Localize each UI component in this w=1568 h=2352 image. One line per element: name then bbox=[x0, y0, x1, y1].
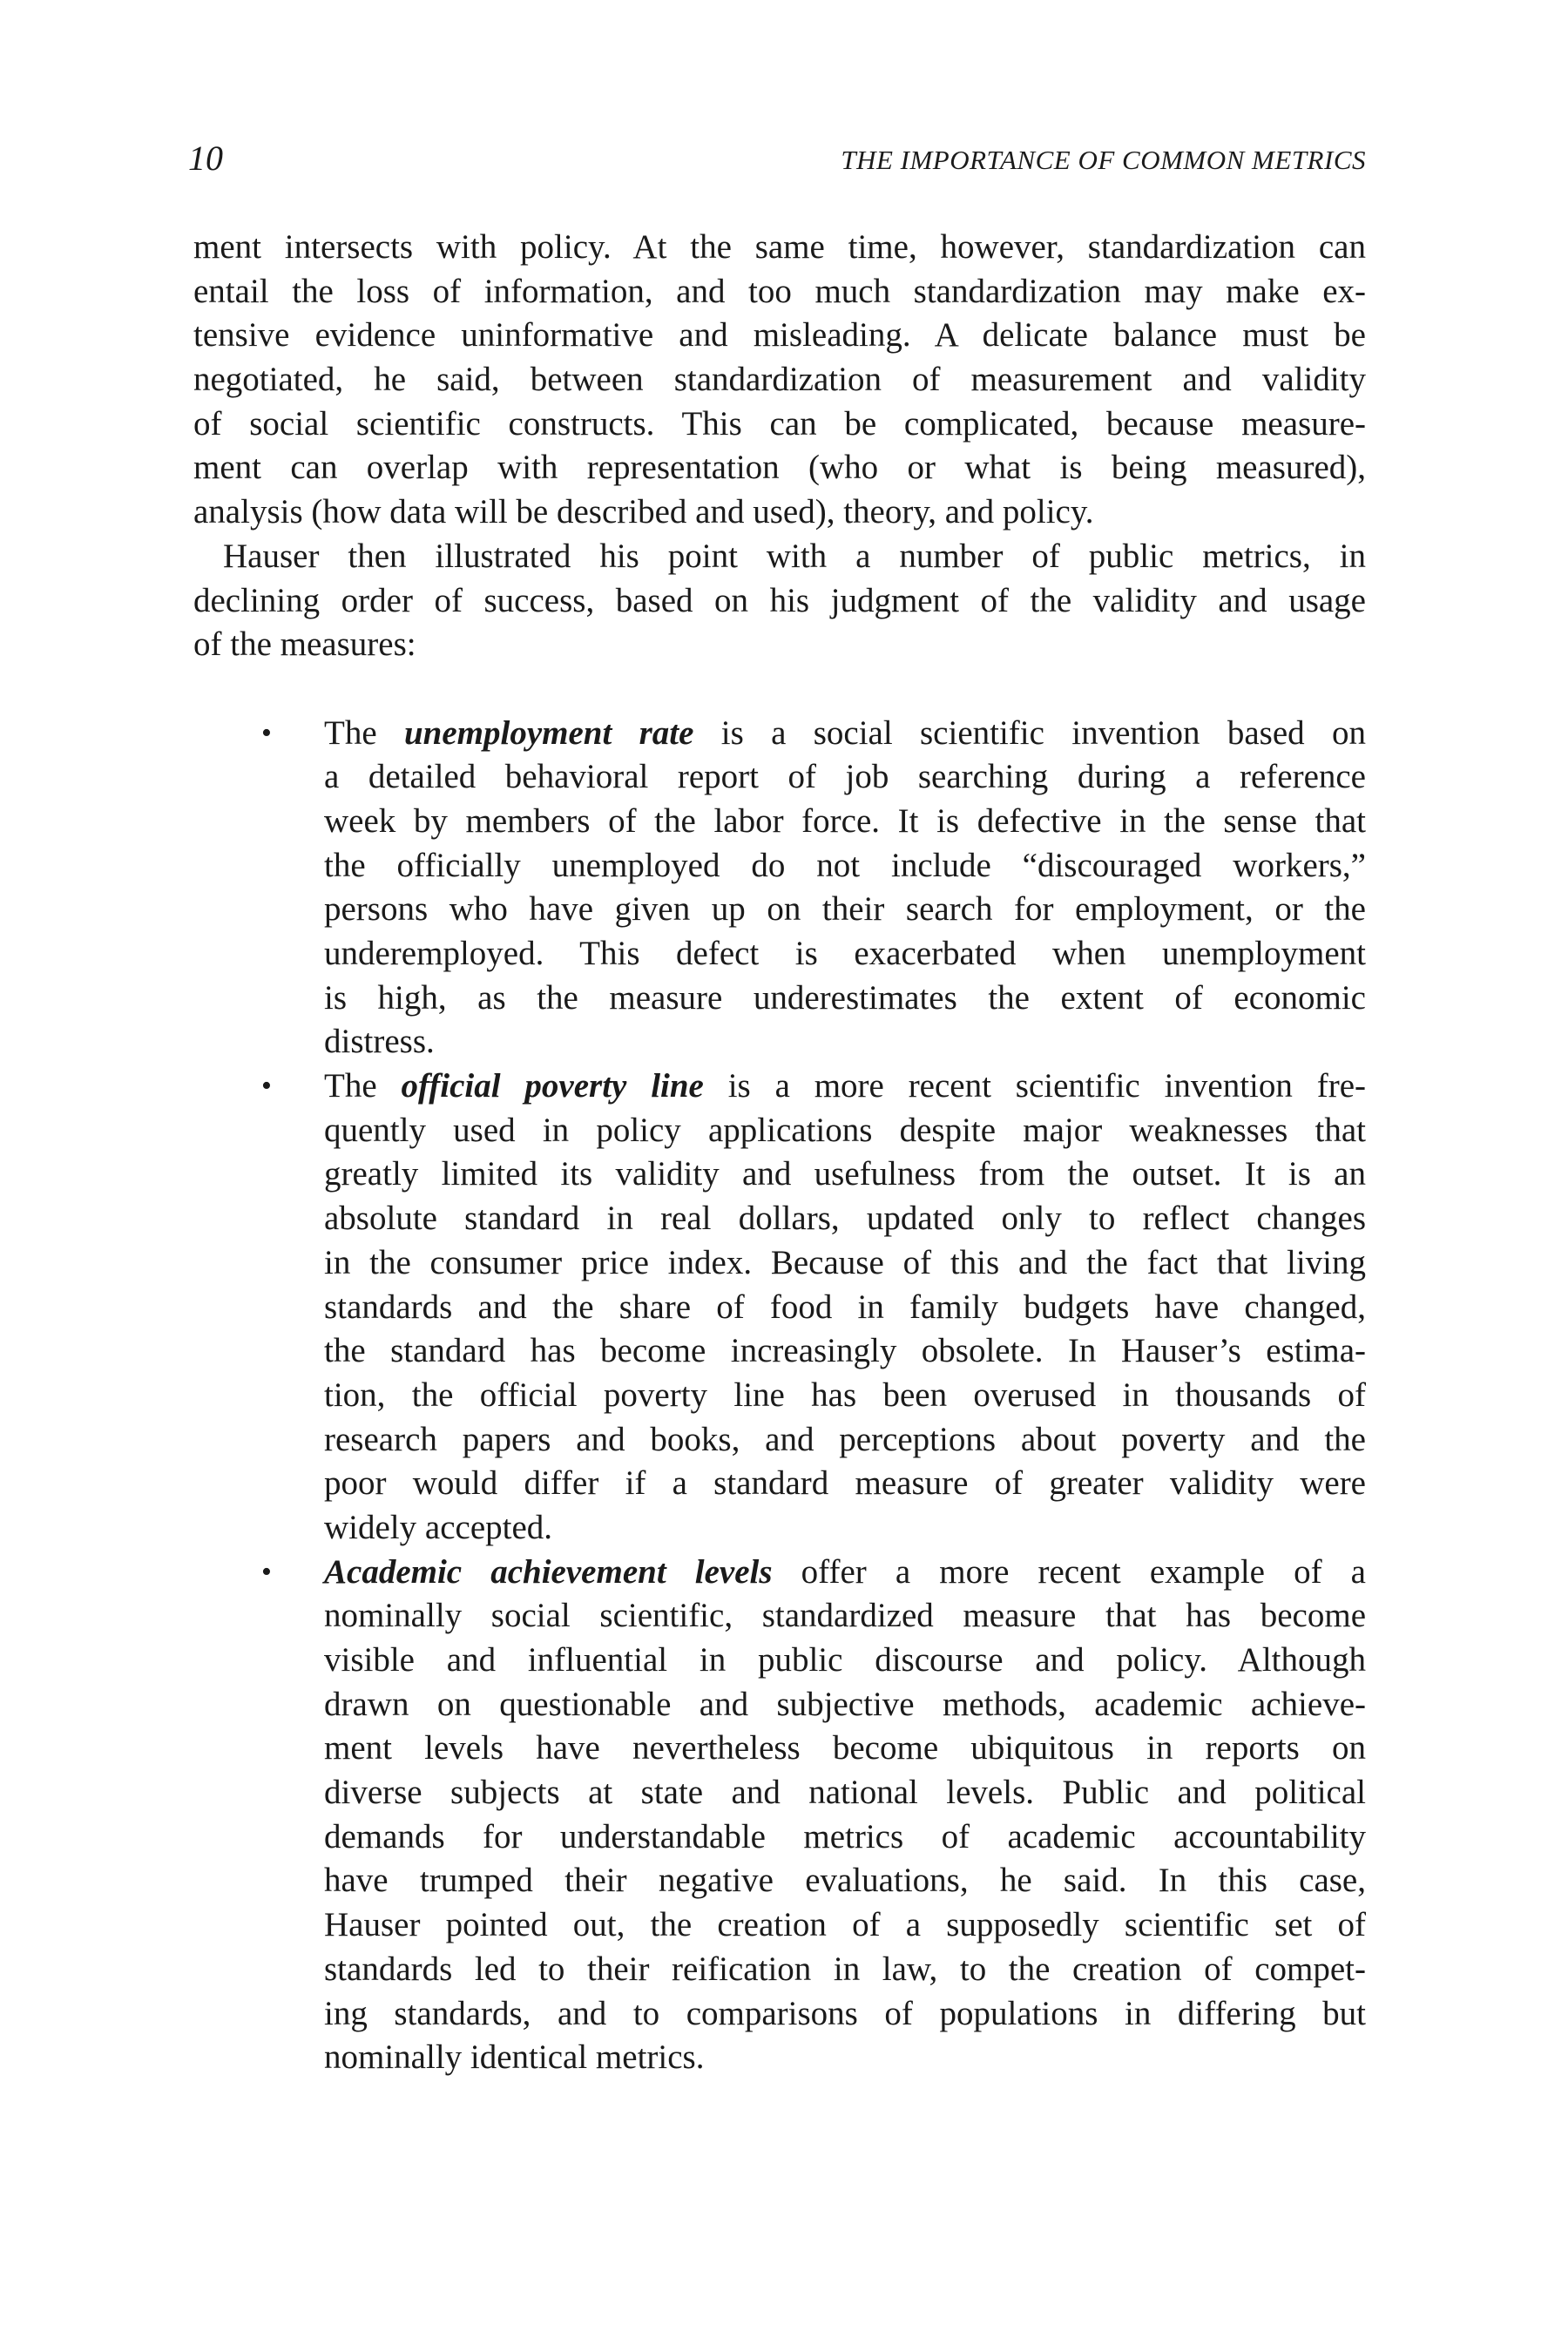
text-line bbox=[324, 1992, 1366, 2037]
text-segment: nominally identical metrics. bbox=[324, 2038, 705, 2077]
text-segment: standards and the share of food in family budgets have changed, bbox=[324, 1288, 1366, 1326]
text-segment: demands for understandable metrics of academic accountability bbox=[324, 1817, 1366, 1855]
paragraph bbox=[193, 226, 1366, 535]
text-line bbox=[324, 1771, 1366, 1815]
bullet-icon: • bbox=[261, 1070, 272, 1103]
text-line bbox=[324, 1639, 1366, 1683]
text-segment: declining order of success, based on his judgment of the validity and usage bbox=[193, 581, 1366, 619]
text-segment: drawn on questionable and subjective methods, academic achieve- bbox=[324, 1685, 1366, 1723]
text-segment: the standard has become increasingly obsolete. In Hauser’s estima- bbox=[324, 1332, 1366, 1370]
text-segment: Hauser pointed out, the creation of a supposedly scientific set of bbox=[324, 1906, 1366, 1944]
text-segment: is a social scientific invention based on bbox=[693, 713, 1366, 752]
page-body bbox=[193, 226, 1366, 2080]
text-line bbox=[324, 1329, 1366, 1374]
text-segment: ment levels have nevertheless become ubiquitous in reports on bbox=[324, 1729, 1366, 1767]
text-line bbox=[324, 977, 1366, 1021]
text-line bbox=[193, 623, 1366, 667]
text-line bbox=[324, 1152, 1366, 1197]
text-line bbox=[324, 1020, 1366, 1064]
text-segment: negotiated, he said, between standardization of measurement and validity bbox=[193, 361, 1366, 399]
text-line bbox=[193, 358, 1366, 402]
text-segment: quently used in policy applications despite major weaknesses that bbox=[324, 1111, 1366, 1149]
emphasized-term: official poverty line bbox=[401, 1067, 704, 1105]
text-line bbox=[324, 1727, 1366, 1771]
text-segment: The bbox=[324, 713, 404, 752]
text-segment: a detailed behavioral report of job searching during a reference bbox=[324, 758, 1366, 796]
text-segment: persons who have given up on their search for employment, or the bbox=[324, 890, 1366, 929]
text-segment: Hauser then illustrated his point with a number of public metrics, in bbox=[223, 537, 1366, 575]
text-segment: of social scientific constructs. This can be complicated, because measure- bbox=[193, 404, 1366, 443]
text-segment: is a more recent scientific invention fre- bbox=[703, 1067, 1367, 1105]
text-line bbox=[324, 1948, 1366, 1992]
text-line bbox=[324, 800, 1366, 844]
text-line bbox=[193, 446, 1366, 490]
text-line bbox=[324, 932, 1366, 977]
text-segment: diverse subjects at state and national levels. Public and political bbox=[324, 1774, 1366, 1812]
text-line bbox=[324, 888, 1366, 932]
text-line bbox=[324, 1815, 1366, 1860]
text-segment: tion, the official poverty line has been overused in thousands of bbox=[324, 1375, 1366, 1414]
text-line bbox=[324, 1594, 1366, 1639]
text-line bbox=[324, 1506, 1366, 1551]
text-segment: of the measures: bbox=[193, 625, 416, 664]
text-segment: ing standards, and to comparisons of populations in differing but bbox=[324, 1994, 1366, 2032]
text-segment: absolute standard in real dollars, updated only to reflect changes bbox=[324, 1200, 1366, 1238]
text-line bbox=[324, 1551, 1366, 1595]
running-head: THE IMPORTANCE OF COMMON METRICS bbox=[841, 145, 1366, 175]
text-line bbox=[193, 314, 1366, 358]
text-line bbox=[324, 2036, 1366, 2080]
text-segment: The bbox=[324, 1067, 402, 1105]
text-line bbox=[193, 490, 1366, 535]
text-segment: standards led to their reification in law, to the creation of compet- bbox=[324, 1950, 1366, 1988]
text-line bbox=[193, 535, 1366, 579]
text-line bbox=[324, 1286, 1366, 1330]
bullet-item bbox=[193, 712, 1366, 1065]
text-line bbox=[324, 1859, 1366, 1903]
text-segment: analysis (how data will be described and used), theory, and policy. bbox=[193, 493, 1094, 531]
text-line bbox=[324, 712, 1366, 756]
text-segment: is high, as the measure underestimates the extent of economic bbox=[324, 978, 1366, 1017]
bullet-item bbox=[193, 1064, 1366, 1551]
text-line bbox=[324, 1064, 1366, 1109]
text-line bbox=[324, 1418, 1366, 1463]
spacer bbox=[193, 667, 1366, 712]
text-line bbox=[324, 1197, 1366, 1241]
bullet-icon: • bbox=[261, 1555, 272, 1588]
text-segment: underemployed. This defect is exacerbated when unemployment bbox=[324, 935, 1366, 972]
text-line bbox=[324, 1462, 1366, 1506]
text-segment: entail the loss of information, and too much standardization may make ex- bbox=[193, 272, 1366, 310]
text-segment: week by members of the labor force. It is defective in the sense that bbox=[324, 801, 1366, 840]
text-line bbox=[193, 226, 1366, 270]
page-number: 10 bbox=[188, 139, 223, 178]
text-line bbox=[324, 1683, 1366, 1727]
text-segment: ment can overlap with representation (who or what is being measured), bbox=[193, 449, 1366, 487]
text-line bbox=[193, 579, 1366, 624]
text-line bbox=[324, 1109, 1366, 1153]
text-line bbox=[324, 755, 1366, 800]
text-segment: poor would differ if a standard measure of greater validity were bbox=[324, 1464, 1366, 1503]
text-segment: visible and influential in public discourse and policy. Although bbox=[324, 1641, 1366, 1679]
text-segment: have trumped their negative evaluations, he said. In this case, bbox=[324, 1862, 1366, 1900]
text-segment: greatly limited its validity and usefulness from the outset. It is an bbox=[324, 1155, 1366, 1193]
text-segment: in the consumer price index. Because of this and the fact that living bbox=[324, 1243, 1366, 1281]
text-line bbox=[193, 270, 1366, 314]
bullet-item bbox=[193, 1551, 1366, 2080]
bullet-list bbox=[193, 712, 1366, 2080]
text-segment: the officially unemployed do not include “discouraged workers,” bbox=[324, 846, 1366, 884]
text-line bbox=[324, 1903, 1366, 1948]
text-line bbox=[324, 1374, 1366, 1418]
text-segment: distress. bbox=[324, 1023, 435, 1061]
text-segment: research papers and books, and perceptions about poverty and the bbox=[324, 1420, 1366, 1458]
text-segment: tensive evidence uninformative and misleading. A delicate balance must be bbox=[193, 316, 1366, 355]
emphasized-term: Academic achievement levels bbox=[324, 1552, 773, 1591]
text-segment: offer a more recent example of a bbox=[772, 1552, 1366, 1591]
bullet-icon: • bbox=[261, 716, 272, 749]
emphasized-term: unemployment rate bbox=[403, 713, 694, 752]
text-line bbox=[193, 402, 1366, 447]
text-line bbox=[324, 844, 1366, 889]
text-line bbox=[324, 1241, 1366, 1286]
paragraph bbox=[193, 535, 1366, 667]
text-segment: ment intersects with policy. At the same time, however, standardization can bbox=[193, 228, 1366, 266]
text-segment: nominally social scientific, standardized measure that has become bbox=[324, 1597, 1366, 1635]
text-segment: widely accepted. bbox=[324, 1508, 553, 1546]
